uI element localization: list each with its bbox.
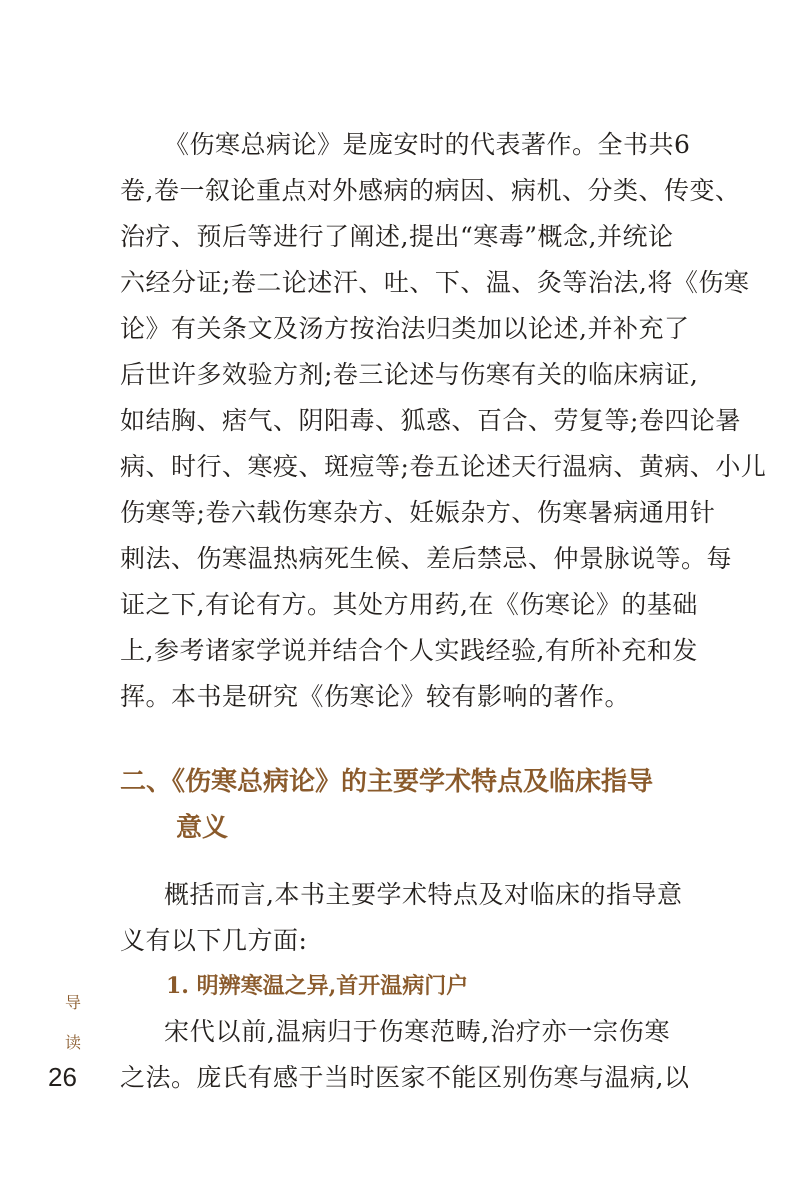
paragraph-line: 后世许多效验方剂;卷三论述与伤寒有关的临床病证,: [120, 360, 699, 389]
paragraph-line: 义有以下几方面:: [120, 926, 308, 955]
paragraph-line: 卷,卷一叙论重点对外感病的病因、病机、分类、传变、: [120, 176, 741, 205]
paragraph-line: 之法。庞氏有感于当时医家不能区别伤寒与温病,以: [120, 1063, 690, 1092]
section-heading-line-2: 意义: [176, 813, 229, 843]
section-heading-line-1: 二、《伤寒总病论》的主要学术特点及临床指导: [120, 767, 654, 797]
subsection-heading: 1. 明辨寒温之异,首开温病门户: [166, 973, 469, 999]
paragraph-line: 概括而言,本书主要学术特点及对临床的指导意: [164, 880, 683, 909]
page-number: 26: [48, 1062, 77, 1092]
paragraph-line: 论》有关条文及汤方按治法归类加以论述,并补充了: [120, 314, 690, 343]
paragraph-line: 如结胸、痞气、阴阳毒、狐惑、百合、劳复等;卷四论暑: [120, 406, 741, 435]
paragraph-line: 《伤寒总病论》是庞安时的代表著作。全书共6: [164, 130, 691, 159]
paragraph-line: 上,参考诸家学说并结合个人实践经验,有所补充和发: [120, 636, 698, 665]
paragraph-line: 伤寒等;卷六载伤寒杂方、妊娠杂方、伤寒暑病通用针: [120, 498, 716, 527]
side-running-label-char: 读: [64, 1033, 81, 1052]
paragraph-line: 病、时行、寒疫、斑痘等;卷五论述天行温病、黄病、小儿: [120, 452, 767, 481]
paragraph-line: 刺法、伤寒温热病死生候、差后禁忌、仲景脉说等。每: [120, 544, 733, 573]
paragraph-line: 六经分证;卷二论述汗、吐、下、温、灸等治法,将《伤寒: [120, 268, 750, 297]
paragraph-line: 治疗、预后等进行了阐述,提出“寒毒”概念,并统论: [120, 222, 674, 251]
paragraph-line: 宋代以前,温病归于伤寒范畴,治疗亦一宗伤寒: [164, 1017, 670, 1046]
paragraph-line: 证之下,有论有方。其处方用药,在《伤寒论》的基础: [120, 590, 698, 619]
side-running-label-char: 导: [64, 993, 81, 1012]
paragraph-line: 挥。本书是研究《伤寒论》较有影响的著作。: [120, 682, 631, 711]
